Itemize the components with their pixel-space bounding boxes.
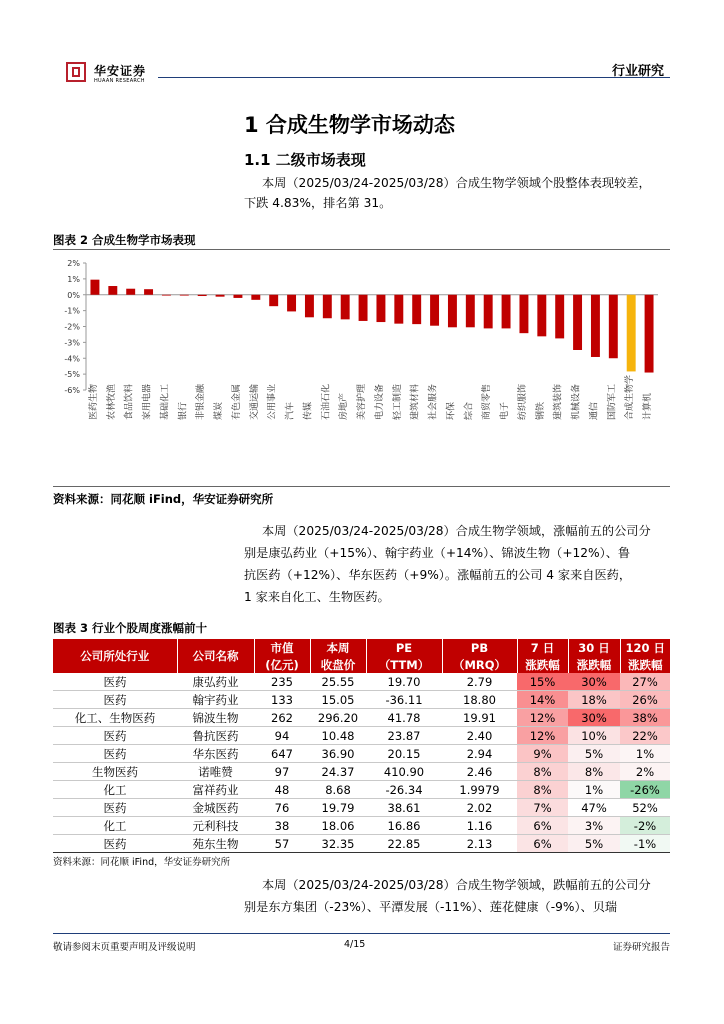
cell-pe: -36.11 <box>366 691 442 709</box>
cell-pb: 2.13 <box>442 835 517 853</box>
table-row <box>53 781 670 799</box>
col-header-name: 公司名称 <box>177 639 254 673</box>
cell-30d-change: 18% <box>568 691 620 709</box>
industry-performance-chart <box>53 252 670 484</box>
y-tick-label: -4% <box>64 354 80 364</box>
x-tick-label: 有色金属 <box>231 383 242 420</box>
table-row <box>53 835 670 853</box>
paragraph-line: 本周（2025/03/24-2025/03/28）合成生物学领域，跌幅前五的公司分 <box>262 878 651 892</box>
cell-pe: 23.87 <box>366 727 442 745</box>
bar <box>573 295 582 350</box>
y-tick-label: 0% <box>67 290 80 300</box>
cell-close-price: 19.79 <box>310 799 366 817</box>
cell-7d-change: 15% <box>517 673 568 691</box>
cell-pb: 2.94 <box>442 745 517 763</box>
cell-market-cap: 133 <box>254 691 310 709</box>
cell-120d-change: 38% <box>620 709 670 727</box>
cell-pe: 19.70 <box>366 673 442 691</box>
cell-pe: 16.86 <box>366 817 442 835</box>
col-header-pe-unit: （TTM） <box>366 656 442 673</box>
cell-pb: 2.02 <box>442 799 517 817</box>
cell-120d-change: 1% <box>620 745 670 763</box>
x-tick-label: 基础化工 <box>160 383 171 420</box>
paragraph-line: 下跌 4.83%，排名第 31。 <box>244 196 392 210</box>
cell-30d-change: 30% <box>568 709 620 727</box>
x-tick-label: 医药生物 <box>88 383 99 420</box>
cell-120d-change: -26% <box>620 781 670 799</box>
x-tick-label: 计算机 <box>643 392 654 420</box>
figure-title: 图表 2 合成生物学市场表现 <box>53 233 196 247</box>
top-ten-gainers-table <box>53 639 670 853</box>
table-source: 资料来源：同花顺 iFind，华安证券研究所 <box>53 857 231 868</box>
cell-industry: 化工、生物医药 <box>53 709 177 727</box>
table-row <box>53 745 670 763</box>
cell-market-cap: 94 <box>254 727 310 745</box>
x-tick-label: 石油石化 <box>321 383 332 420</box>
col-header-7d-unit: 涨跌幅 <box>517 656 568 673</box>
cell-7d-change: 7% <box>517 799 568 817</box>
bar <box>90 280 99 295</box>
header-divider <box>158 77 670 78</box>
bar <box>126 289 135 295</box>
bar <box>645 295 654 373</box>
cell-industry: 医药 <box>53 673 177 691</box>
col-header-pb-unit: （MRQ） <box>442 656 517 673</box>
y-tick-label: 2% <box>67 259 80 268</box>
x-tick-label: 农林牧渔 <box>106 383 117 420</box>
cell-pe: 410.90 <box>366 763 442 781</box>
bar <box>537 295 546 337</box>
bar <box>323 295 332 318</box>
bar <box>144 289 153 295</box>
x-tick-label: 建筑材料 <box>410 383 421 420</box>
col-header-pe: PE <box>366 639 442 656</box>
x-tick-label: 公用事业 <box>267 383 278 420</box>
x-tick-label: 房地产 <box>339 392 350 420</box>
cell-company: 翰宇药业 <box>177 691 254 709</box>
footer-report-type: 证券研究报告 <box>612 942 670 953</box>
paragraph-line: 别是东方集团（-23%）、平潭发展（-11%）、莲花健康（-9%）、贝瑞 <box>244 900 618 914</box>
x-tick-label: 机械设备 <box>571 383 582 420</box>
y-tick-label: -2% <box>64 322 80 332</box>
cell-7d-change: 8% <box>517 781 568 799</box>
cell-company: 苑东生物 <box>177 835 254 853</box>
x-tick-label: 传媒 <box>303 401 314 420</box>
x-tick-label: 社会服务 <box>428 383 439 420</box>
col-header-mv-unit: (亿元) <box>254 656 310 673</box>
x-tick-label: 汽车 <box>285 401 296 420</box>
bar <box>555 295 564 339</box>
col-header-close: 本周 <box>310 639 366 656</box>
cell-7d-change: 12% <box>517 709 568 727</box>
y-tick-label: -5% <box>64 370 80 380</box>
x-tick-label: 非银金融 <box>196 383 207 420</box>
y-tick-label: 1% <box>67 274 80 284</box>
x-tick-label: 美容护理 <box>357 383 368 420</box>
x-tick-label: 纺织服饰 <box>517 383 528 420</box>
cell-company: 康弘药业 <box>177 673 254 691</box>
cell-7d-change: 8% <box>517 763 568 781</box>
cell-industry: 化工 <box>53 817 177 835</box>
x-tick-label: 环保 <box>446 401 457 420</box>
cell-30d-change: 10% <box>568 727 620 745</box>
cell-close-price: 15.05 <box>310 691 366 709</box>
bar <box>591 295 600 357</box>
footer-disclaimer: 敬请参阅末页重要声明及评级说明 <box>53 942 196 953</box>
x-tick-label: 建筑装饰 <box>553 383 564 420</box>
cell-pb: 2.46 <box>442 763 517 781</box>
x-tick-label: 综合 <box>464 401 475 420</box>
cell-industry: 化工 <box>53 781 177 799</box>
cell-pe: 41.78 <box>366 709 442 727</box>
cell-7d-change: 6% <box>517 835 568 853</box>
figure-top-rule <box>53 249 670 250</box>
cell-120d-change: 26% <box>620 691 670 709</box>
cell-120d-change: -1% <box>620 835 670 853</box>
bar <box>359 295 368 321</box>
cell-company: 金城医药 <box>177 799 254 817</box>
table-title: 图表 3 行业个股周度涨幅前十 <box>53 621 208 635</box>
cell-pe: 22.85 <box>366 835 442 853</box>
bar <box>484 295 493 329</box>
cell-pb: 19.91 <box>442 709 517 727</box>
table-row <box>53 817 670 835</box>
bar <box>305 295 314 318</box>
x-tick-label: 食品饮料 <box>124 383 135 420</box>
cell-30d-change: 1% <box>568 781 620 799</box>
cell-close-price: 8.68 <box>310 781 366 799</box>
report-section: 行业研究 <box>611 64 664 79</box>
cell-close-price: 36.90 <box>310 745 366 763</box>
col-header-30d-unit: 涨跌幅 <box>568 656 620 673</box>
logo-mark-icon <box>66 62 86 82</box>
cell-industry: 医药 <box>53 799 177 817</box>
bar <box>394 295 403 324</box>
cell-market-cap: 647 <box>254 745 310 763</box>
cell-pb: 2.40 <box>442 727 517 745</box>
cell-7d-change: 12% <box>517 727 568 745</box>
cell-7d-change: 6% <box>517 817 568 835</box>
cell-120d-change: 22% <box>620 727 670 745</box>
x-tick-label: 通信 <box>589 401 600 420</box>
table-row <box>53 673 670 691</box>
cell-30d-change: 30% <box>568 673 620 691</box>
figure-bottom-rule <box>53 486 670 487</box>
paragraph-line: 本周（2025/03/24-2025/03/28）合成生物学领域，涨幅前五的公司分 <box>262 524 651 538</box>
cell-120d-change: 27% <box>620 673 670 691</box>
bar <box>502 295 511 329</box>
x-tick-label: 商贸零售 <box>482 383 493 420</box>
cell-pb: 18.80 <box>442 691 517 709</box>
table-row <box>53 709 670 727</box>
bar <box>162 295 171 296</box>
cell-7d-change: 14% <box>517 691 568 709</box>
cell-industry: 医药 <box>53 691 177 709</box>
cell-30d-change: 3% <box>568 817 620 835</box>
paragraph-line: 抗医药（+12%）、华东医药（+9%）。涨幅前五的公司 4 家来自医药， <box>244 568 632 582</box>
col-header-industry: 公司所处行业 <box>53 639 177 673</box>
cell-market-cap: 48 <box>254 781 310 799</box>
col-header-mv: 市值 <box>254 639 310 656</box>
table-row <box>53 691 670 709</box>
table-row <box>53 727 670 745</box>
col-header-close-unit: 收盘价 <box>310 656 366 673</box>
paragraph-line: 本周（2025/03/24-2025/03/28）合成生物学领域个股整体表现较差， <box>262 176 651 190</box>
table-row <box>53 799 670 817</box>
col-header-7d: 7 日 <box>517 639 568 656</box>
bar <box>180 295 189 296</box>
bar <box>216 295 225 297</box>
y-tick-label: -6% <box>64 386 80 395</box>
cell-pb: 1.9979 <box>442 781 517 799</box>
bar <box>466 295 475 328</box>
cell-market-cap: 38 <box>254 817 310 835</box>
cell-market-cap: 76 <box>254 799 310 817</box>
figure-source: 资料来源：同花顺 iFind，华安证券研究所 <box>53 492 274 506</box>
cell-30d-change: 8% <box>568 763 620 781</box>
bar <box>430 295 439 326</box>
cell-market-cap: 262 <box>254 709 310 727</box>
cell-close-price: 296.20 <box>310 709 366 727</box>
x-tick-label: 电子 <box>500 401 511 420</box>
cell-industry: 医药 <box>53 727 177 745</box>
cell-pb: 1.16 <box>442 817 517 835</box>
cell-120d-change: -2% <box>620 817 670 835</box>
cell-pb: 2.79 <box>442 673 517 691</box>
cell-pe: 38.61 <box>366 799 442 817</box>
cell-120d-change: 52% <box>620 799 670 817</box>
bar <box>412 295 421 324</box>
y-tick-label: -1% <box>64 306 80 316</box>
x-tick-label: 轻工制造 <box>392 383 403 420</box>
page-number: 4/15 <box>344 939 366 950</box>
cell-30d-change: 5% <box>568 745 620 763</box>
bar <box>627 295 636 372</box>
cell-market-cap: 97 <box>254 763 310 781</box>
bar <box>287 295 296 312</box>
x-tick-label: 钢铁 <box>535 401 546 420</box>
bar <box>269 295 278 306</box>
subsection-heading: 1.1 二级市场表现 <box>244 151 366 169</box>
cell-company: 锦波生物 <box>177 709 254 727</box>
bar <box>519 295 528 333</box>
x-tick-label: 交通运输 <box>249 383 260 420</box>
logo-text: 华安证券 <box>94 64 147 78</box>
paragraph-line: 1 家来自化工、生物医药。 <box>244 590 390 604</box>
x-tick-label: 国防军工 <box>607 383 618 420</box>
cell-industry: 医药 <box>53 745 177 763</box>
col-header-pb: PB <box>442 639 517 656</box>
cell-market-cap: 57 <box>254 835 310 853</box>
cell-30d-change: 5% <box>568 835 620 853</box>
cell-pe: 20.15 <box>366 745 442 763</box>
bar <box>376 295 385 322</box>
paragraph-line: 别是康弘药业（+15%）、翰宇药业（+14%）、锦波生物（+12%）、鲁 <box>244 546 631 560</box>
cell-pe: -26.34 <box>366 781 442 799</box>
bar <box>233 295 242 298</box>
cell-close-price: 18.06 <box>310 817 366 835</box>
col-header-120d: 120 日 <box>620 639 670 656</box>
cell-industry: 生物医药 <box>53 763 177 781</box>
x-tick-label: 银行 <box>178 401 189 420</box>
x-tick-label: 煤炭 <box>214 401 225 420</box>
logo-subtext: HUAAN RESEARCH <box>94 78 145 84</box>
table-header-row <box>53 639 670 656</box>
cell-7d-change: 9% <box>517 745 568 763</box>
table-row <box>53 763 670 781</box>
x-tick-label: 合成生物学 <box>625 374 636 420</box>
x-tick-label: 电力设备 <box>374 383 385 420</box>
cell-close-price: 10.48 <box>310 727 366 745</box>
cell-close-price: 25.55 <box>310 673 366 691</box>
cell-30d-change: 47% <box>568 799 620 817</box>
bar <box>609 295 618 359</box>
cell-market-cap: 235 <box>254 673 310 691</box>
bar <box>341 295 350 320</box>
x-tick-label: 家用电器 <box>142 383 153 420</box>
cell-company: 元利科技 <box>177 817 254 835</box>
cell-close-price: 24.37 <box>310 763 366 781</box>
bar <box>448 295 457 328</box>
footer-divider <box>53 933 670 934</box>
cell-close-price: 32.35 <box>310 835 366 853</box>
cell-industry: 医药 <box>53 835 177 853</box>
y-tick-label: -3% <box>64 338 80 348</box>
cell-company: 富祥药业 <box>177 781 254 799</box>
cell-company: 华东医药 <box>177 745 254 763</box>
col-header-30d: 30 日 <box>568 639 620 656</box>
bar <box>198 295 207 296</box>
cell-company: 诺唯赞 <box>177 763 254 781</box>
cell-120d-change: 2% <box>620 763 670 781</box>
bar <box>108 286 117 295</box>
col-header-120d-unit: 涨跌幅 <box>620 656 670 673</box>
section-heading: 1 合成生物学市场动态 <box>244 113 455 137</box>
cell-company: 鲁抗医药 <box>177 727 254 745</box>
bar <box>251 295 260 300</box>
